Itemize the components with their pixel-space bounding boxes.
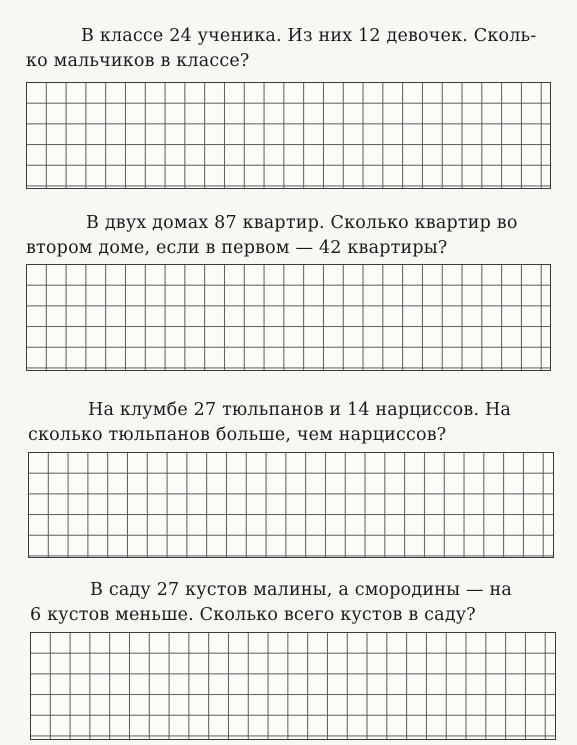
problem-4-line-1: В саду 27 кустов малины, а смородины — на [90, 580, 512, 600]
problem-1-line-2: ко мальчиков в классе? [26, 51, 250, 71]
problem-1-text [26, 24, 552, 74]
problem-2-text [26, 211, 552, 261]
problem-2-line-2: втором доме, если в первом — 42 квартиры? [26, 238, 448, 258]
problem-2-answer-grid[interactable] [26, 264, 551, 371]
problem-3-answer-grid[interactable] [28, 452, 554, 558]
problem-4-text [30, 578, 554, 628]
problem-4-line-2: 6 кустов меньше. Сколько всего кустов в саду? [30, 605, 476, 625]
problem-4-answer-grid[interactable] [30, 632, 556, 740]
problem-2-line-1: В двух домах 87 квартир. Сколько квартир во [86, 213, 518, 233]
problem-3-line-1: На клумбе 27 тюльпанов и 14 нарциссов. На [88, 400, 512, 420]
problem-3-text [28, 398, 552, 448]
problem-1-answer-grid[interactable] [26, 82, 551, 189]
problem-1-line-1: В классе 24 ученика. Из них 12 девочек. Сколь- [81, 26, 537, 46]
problem-3-line-2: сколько тюльпанов больше, чем нарциссов? [28, 425, 447, 445]
